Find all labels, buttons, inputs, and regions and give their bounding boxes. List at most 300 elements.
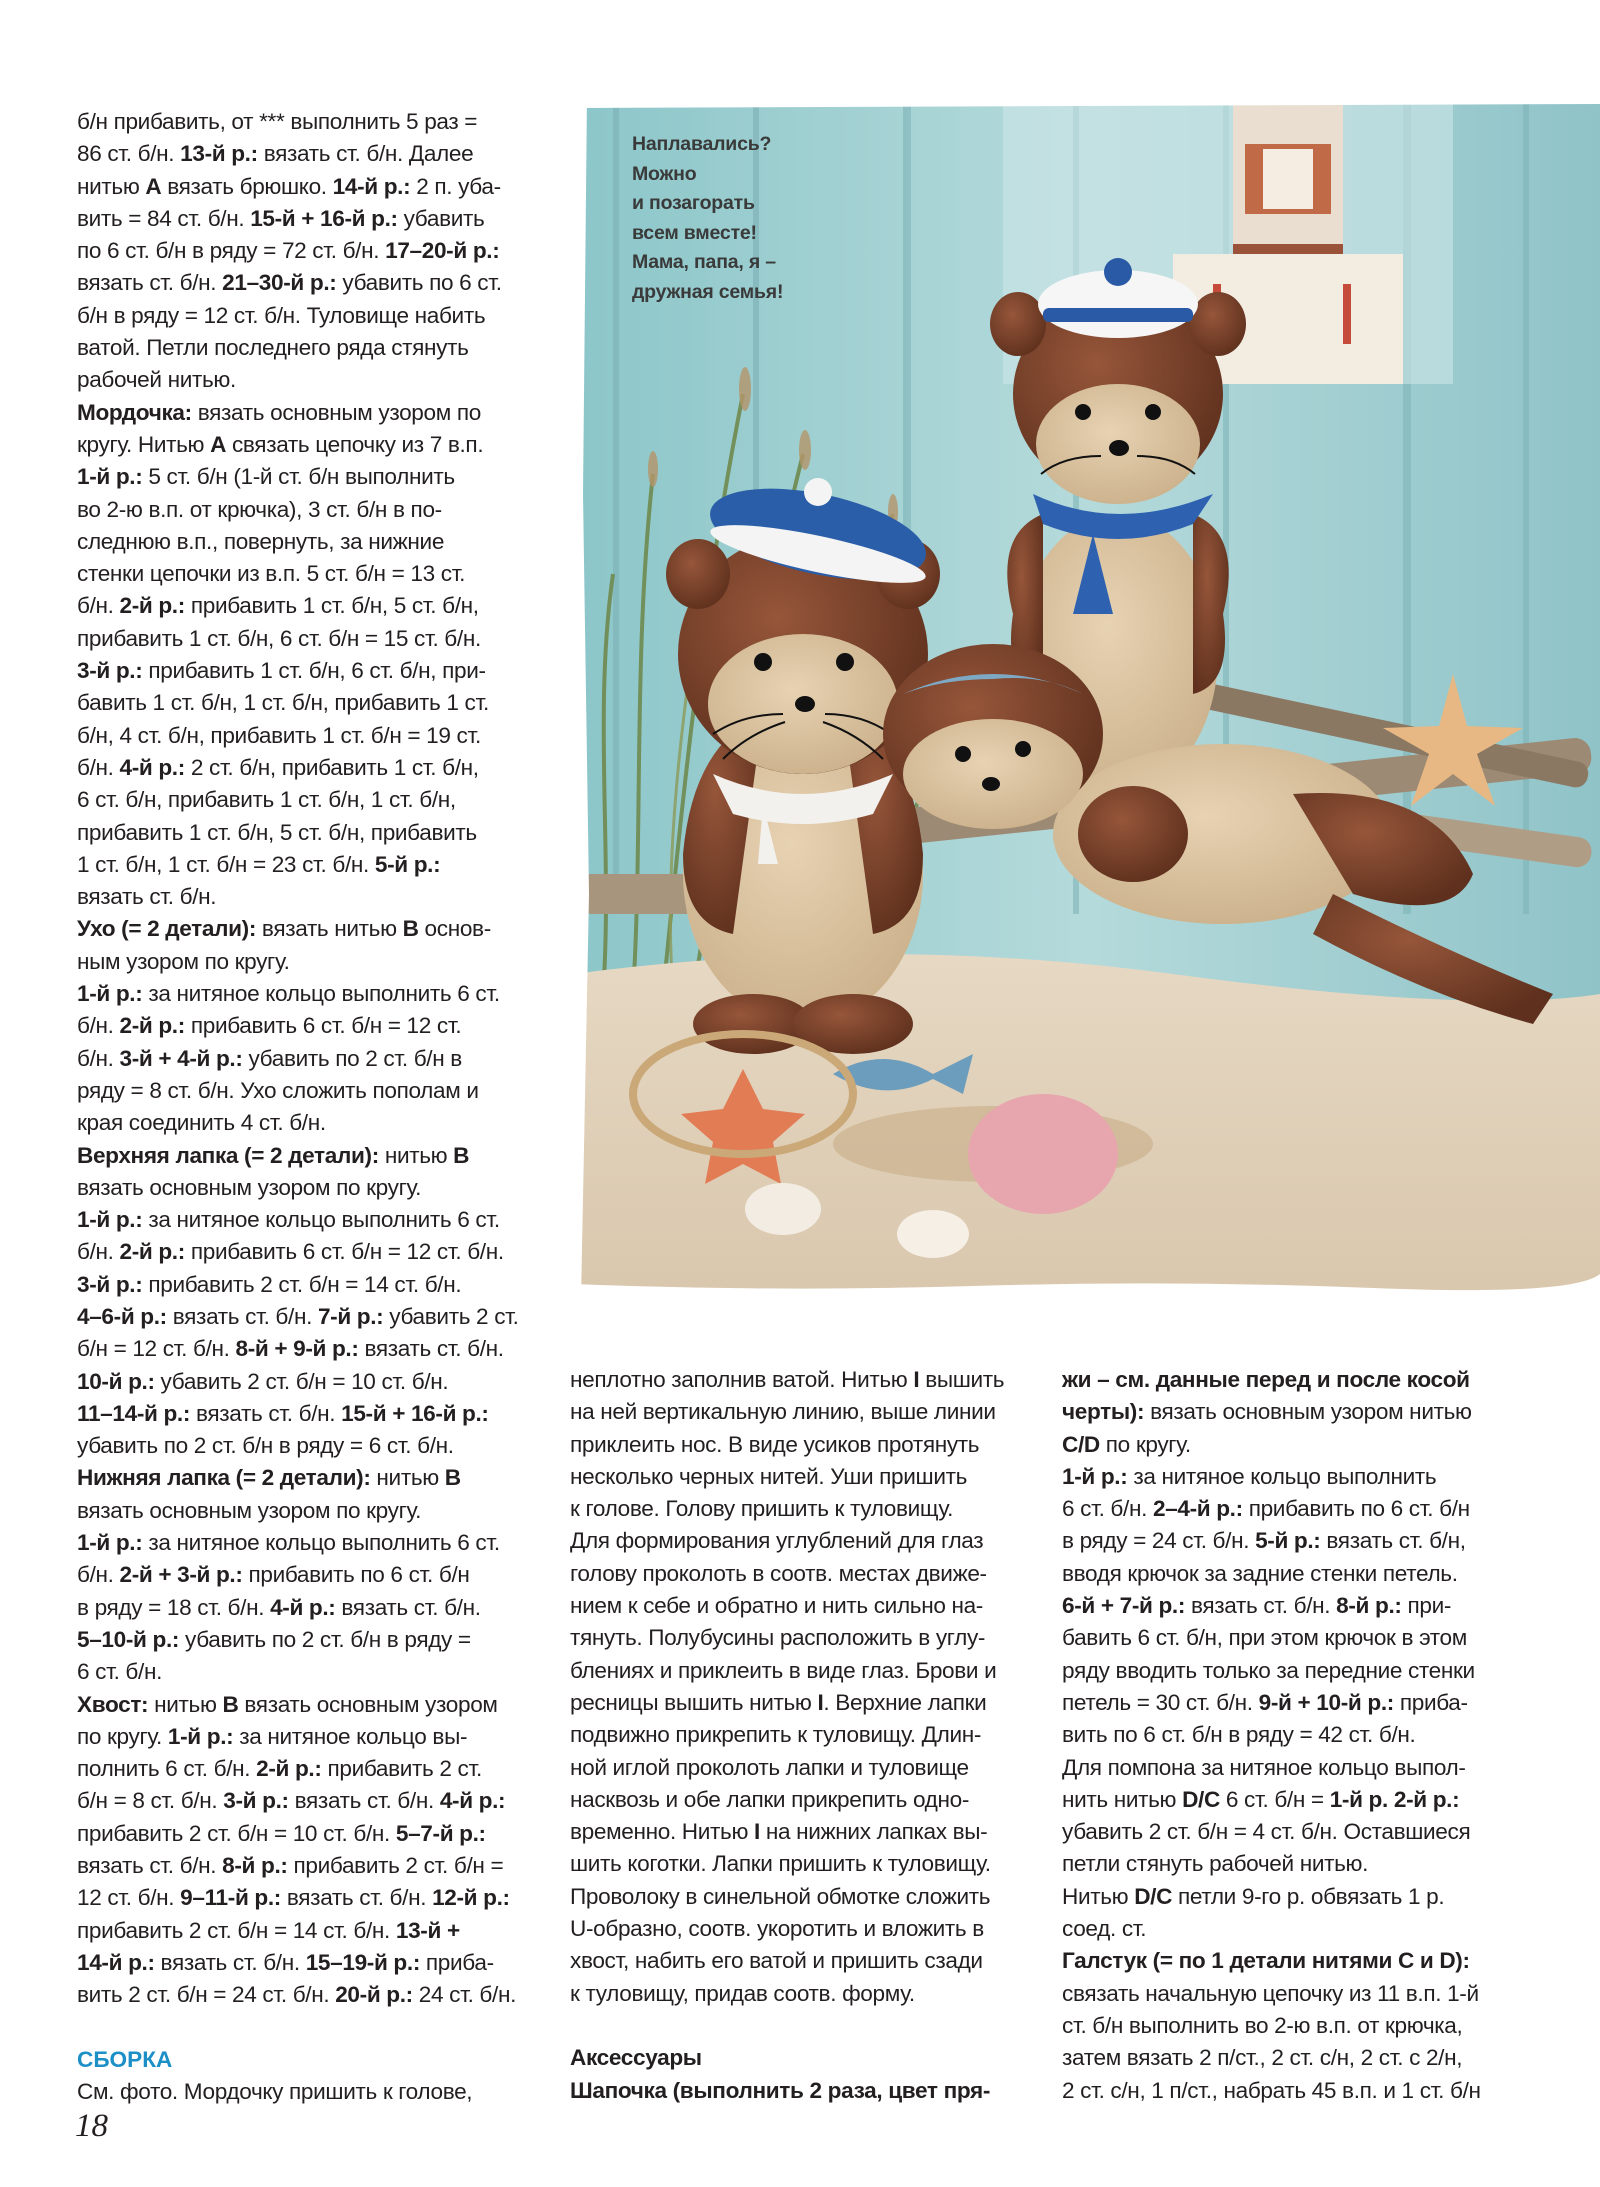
text-run: б/н.	[77, 1045, 120, 1071]
bold-run: I	[913, 1367, 920, 1392]
text-run: убавить	[397, 205, 485, 231]
text-run: вязать ст. б/н,	[1320, 1528, 1466, 1554]
text-run: за нитяное кольцо выполнить 6 ст.	[142, 981, 500, 1007]
text-run: 24 ст. б/н.	[412, 1982, 516, 2008]
text-line	[77, 267, 537, 299]
text-run: вязать брюшко.	[161, 173, 333, 199]
text-run: соед. ст.	[1062, 1916, 1147, 1942]
text-run: ной иглой проколоть лапки и туловище	[570, 1754, 969, 1780]
text-line	[1062, 1364, 1542, 1396]
text-run: убавить 2 ст.	[383, 1303, 519, 1329]
text-line	[1062, 1429, 1542, 1461]
text-run: связать цепочку из 7 в.п.	[226, 431, 484, 457]
text-run: края соединить 4 ст. б/н.	[77, 1110, 326, 1136]
text-line	[77, 720, 537, 752]
text-line	[570, 1848, 1040, 1880]
text-line	[77, 171, 537, 203]
text-line	[77, 1559, 537, 1591]
text-run: 2 п. уба-	[410, 173, 501, 199]
text-line	[570, 1493, 1040, 1525]
text-line	[1062, 1558, 1542, 1590]
text-line	[77, 1075, 537, 1107]
text-line	[77, 913, 537, 945]
bold-run: B	[453, 1142, 470, 1168]
text-line	[1062, 1978, 1542, 2010]
bold-run: Верхняя лапка (= 2 детали):	[77, 1142, 379, 1168]
bold-run: Аксессуары	[570, 2045, 702, 2071]
text-line	[77, 1656, 537, 1688]
text-run: вязать основным узором по	[191, 399, 481, 425]
text-line	[1062, 1590, 1542, 1622]
text-run: вязать ст. б/н.	[335, 1594, 481, 1620]
text-run: прибавить 1 ст. б/н, 5 ст. б/н,	[184, 593, 479, 619]
text-line	[1062, 1461, 1542, 1493]
text-run: ным узором по кругу.	[77, 948, 290, 974]
text-run: на нижних лапках вы-	[759, 1819, 988, 1845]
bold-run: 1-й р.:	[167, 1723, 234, 1749]
text-run: по кругу.	[77, 1723, 168, 1749]
text-run: нитью	[77, 173, 146, 199]
bold-run: 1-й р. 2-й р.:	[1329, 1786, 1460, 1812]
text-line	[77, 1301, 537, 1333]
text-line	[77, 106, 537, 138]
text-run: вышить	[919, 1367, 1005, 1392]
bold-run: 1-й р.:	[77, 1207, 143, 1233]
text-run: вить 2 ст. б/н = 24 ст. б/н.	[77, 1982, 336, 2008]
text-run: . Верхние лапки	[823, 1689, 987, 1715]
text-run: прибавить по 6 ст. б/н	[1242, 1496, 1470, 1522]
text-run: блениях и приклеить в виде глаз. Брови и	[570, 1657, 997, 1683]
text-line	[77, 1172, 537, 1204]
bold-run: 13-й +	[395, 1917, 460, 1943]
text-run: ст. б/н выполнить во 2-ю в.п. от крючка,	[1062, 2012, 1463, 2038]
text-line	[77, 1850, 537, 1882]
bold-run: 2–4-й р.:	[1152, 1496, 1243, 1522]
text-run: убавить по 2 ст. б/н в ряду = 6 ст. б/н.	[77, 1433, 454, 1459]
bold-run: 3-й р.:	[223, 1788, 289, 1814]
bold-run: 5–10-й р.:	[77, 1626, 180, 1652]
text-run: прибавить 1 ст. б/н, 6 ст. б/н = 15 ст. б/н.	[77, 625, 481, 651]
text-line	[77, 1689, 537, 1721]
text-run: приклеить нос. В виде усиков протянуть	[570, 1431, 980, 1457]
bold-run: B	[444, 1465, 461, 1491]
bold-run: 2-й + 3-й р.:	[119, 1562, 243, 1588]
text-line	[77, 1721, 537, 1753]
text-run: на ней вертикальную линию, выше линии	[570, 1399, 996, 1425]
text-run: петли стянуть рабочей нитью.	[1062, 1851, 1369, 1877]
text-line	[77, 429, 537, 461]
text-run: Нитью	[1062, 1883, 1135, 1909]
bold-run: 8-й р.:	[222, 1853, 288, 1879]
bold-run: жи – см. данные перед и после косой	[1062, 1367, 1470, 1392]
text-run: См. фото. Мордочку пришить к голове,	[77, 2079, 473, 2105]
caption-line: Наплавались?	[632, 133, 772, 155]
bold-run: черты):	[1062, 1399, 1145, 1425]
text-line	[1062, 2075, 1542, 2107]
text-run: в ряду = 24 ст. б/н.	[1062, 1528, 1256, 1554]
text-line	[77, 1430, 537, 1462]
text-line	[77, 1204, 537, 1236]
text-line	[77, 655, 537, 687]
text-line	[570, 1978, 1040, 2010]
bold-run: 1-й р.:	[77, 981, 143, 1007]
bold-run: 9–11-й р.:	[180, 1885, 281, 1911]
text-run: б/н.	[77, 1562, 120, 1588]
text-line	[1062, 1622, 1542, 1654]
text-run: вязать ст. б/н.	[280, 1885, 433, 1911]
text-run: за нитяное кольцо выполнить 6 ст.	[142, 1530, 500, 1556]
bold-run: 3-й р.:	[77, 1271, 143, 1297]
text-run: стенки цепочки из в.п. 5 ст. б/н = 13 ст.	[77, 561, 466, 587]
text-run: насквозь и обе лапки прикрепить одно-	[570, 1786, 970, 1812]
text-run: вязать основным узором	[238, 1691, 498, 1717]
text-line	[1062, 1493, 1542, 1525]
bold-run: 14-й р.:	[332, 173, 411, 199]
text-run: Для помпона за нитяное кольцо выпол-	[1062, 1754, 1466, 1780]
text-line	[77, 881, 537, 913]
section-title: СБОРКА	[77, 2046, 173, 2072]
text-line	[77, 687, 537, 719]
bold-run: A	[145, 173, 162, 199]
text-run: голову проколоть в соотв. местах движе-	[570, 1560, 987, 1586]
bold-run: Мордочка:	[77, 399, 192, 425]
bold-run: C/D	[1062, 1431, 1100, 1457]
text-line	[1062, 1881, 1542, 1913]
text-run: 86 ст. б/н.	[77, 141, 181, 167]
text-line	[1062, 1784, 1542, 1816]
bold-run: 2-й р.:	[119, 1013, 185, 1039]
text-run: к голове. Голову пришить к туловищу.	[570, 1496, 954, 1522]
text-line	[77, 300, 537, 332]
bold-run: 5–7-й р.:	[395, 1820, 486, 1846]
text-run: б/н = 12 ст. б/н.	[77, 1336, 236, 1362]
text-run: прибавить 2 ст. б/н = 14 ст. б/н.	[77, 1917, 396, 1943]
text-run: ватой. Петли последнего ряда стянуть	[77, 335, 469, 361]
text-line	[570, 1429, 1040, 1461]
bold-run: 14-й р.:	[77, 1949, 155, 1975]
text-run: прибавить по 6 ст. б/н	[242, 1562, 470, 1588]
text-run: убавить по 2 ст. б/н в ряду =	[179, 1626, 471, 1652]
text-run: прибавить 1 ст. б/н, 6 ст. б/н, при-	[142, 658, 486, 684]
text-run: бавить 1 ст. б/н, 1 ст. б/н, прибавить 1 ст.	[77, 690, 489, 716]
bold-run: 4–6-й р.:	[77, 1303, 167, 1329]
text-run: вязать ст. б/н.	[166, 1303, 318, 1329]
text-run: вязать основным узором нитью	[1144, 1399, 1472, 1425]
text-run: вязать основным узором по кругу.	[77, 1174, 422, 1200]
text-run: по 6 ст. б/н в ряду = 72 ст. б/н.	[77, 238, 386, 264]
text-line	[77, 1269, 537, 1301]
text-run: приба-	[1393, 1689, 1468, 1715]
text-line	[77, 1236, 537, 1268]
text-run: хвост, набить его ватой и пришить сзади	[570, 1948, 983, 1974]
text-line	[77, 1043, 537, 1075]
text-run: подвижно прикрепить к туловищу. Длин-	[570, 1722, 982, 1748]
bold-run: 2-й р.:	[119, 1239, 185, 1265]
text-run: нитью	[370, 1465, 445, 1491]
bold-run: 1-й р.:	[1062, 1463, 1128, 1489]
text-run: вязать ст. б/н.	[77, 884, 217, 910]
text-line	[77, 1333, 537, 1365]
bold-run: 8-й + 9-й р.:	[235, 1336, 359, 1362]
text-run: вязать ст. б/н.	[190, 1400, 342, 1426]
text-run: нием к себе и обратно и нить сильно на-	[570, 1593, 983, 1619]
text-run: прибавить 2 ст. б/н = 14 ст. б/н.	[142, 1271, 462, 1297]
text-line	[77, 494, 537, 526]
photo-caption	[632, 130, 783, 307]
text-run: затем вязать 2 п/ст., 2 ст. с/н, 2 ст. с 2/н,	[1062, 2045, 1463, 2071]
bold-run: 17–20-й р.:	[385, 238, 500, 264]
bold-run: 10-й р.:	[77, 1368, 155, 1394]
text-run: временно. Нитью	[570, 1819, 754, 1845]
text-run: за нитяное кольцо вы-	[233, 1723, 468, 1749]
text-line	[77, 558, 537, 590]
text-line	[1062, 1655, 1542, 1687]
text-run: 6 ст. б/н.	[1062, 1496, 1153, 1522]
text-line	[77, 1140, 537, 1172]
bold-run: 20-й р.:	[335, 1982, 413, 2008]
text-run: в ряду = 18 ст. б/н.	[77, 1594, 271, 1620]
text-line	[570, 1622, 1040, 1654]
text-run: 1 ст. б/н, 1 ст. б/н = 23 ст. б/н.	[77, 851, 375, 877]
bold-run: 2-й р.:	[256, 1756, 322, 1782]
text-line	[570, 1752, 1040, 1784]
text-run: по кругу.	[1099, 1431, 1191, 1457]
bold-run: B	[402, 916, 419, 942]
bold-run: Хвост:	[77, 1691, 149, 1717]
text-run: прибавить 6 ст. б/н = 12 ст. б/н.	[184, 1239, 504, 1265]
text-line	[77, 364, 537, 396]
text-line	[570, 1655, 1040, 1687]
text-run: вязать нитью	[256, 916, 403, 942]
text-run: к туловищу, придав соотв. форму.	[570, 1980, 915, 2006]
bold-run: Галстук (= по 1 детали нитями C и D):	[1062, 1948, 1470, 1974]
text-run: вязать ст. б/н.	[154, 1949, 306, 1975]
text-run: бавить 6 ст. б/н, при этом крючок в этом	[1062, 1625, 1467, 1651]
bold-run: 8-й р.:	[1336, 1593, 1402, 1619]
text-line	[77, 461, 537, 493]
text-run: 6 ст. б/н, прибавить 1 ст. б/н, 1 ст. б/н,	[77, 787, 456, 813]
bold-run: 3-й р.:	[77, 658, 143, 684]
text-run: во 2-ю в.п. от крючка), 3 ст. б/н в по-	[77, 496, 442, 522]
text-run: убавить 2 ст. б/н = 10 ст. б/н.	[154, 1368, 449, 1394]
text-run: 12 ст. б/н.	[77, 1885, 181, 1911]
text-line	[1062, 1816, 1542, 1848]
text-line	[77, 978, 537, 1010]
bold-run: 5-й р.:	[1255, 1528, 1321, 1554]
text-line	[77, 946, 537, 978]
text-run: ряду вводить только за передние стенки	[1062, 1657, 1475, 1683]
text-line	[77, 1753, 537, 1785]
bold-run: A	[210, 431, 227, 457]
text-line	[77, 203, 537, 235]
text-line	[1062, 1913, 1542, 1945]
text-line	[77, 1785, 537, 1817]
text-run: вить = 84 ст. б/н.	[77, 205, 251, 231]
text-line	[77, 1882, 537, 1914]
text-line	[570, 1590, 1040, 1622]
text-run: вводя крючок за задние стенки петель.	[1062, 1560, 1458, 1586]
text-run: б/н в ряду = 12 ст. б/н. Туловище набить	[77, 302, 486, 328]
text-run: б/н, 4 ст. б/н, прибавить 1 ст. б/н = 19 ст.	[77, 722, 481, 748]
text-run: Проволоку в синельной обмотке сложить	[570, 1883, 991, 1909]
text-run: за нитяное кольцо выполнить 6 ст.	[142, 1207, 500, 1233]
text-line	[77, 235, 537, 267]
bold-run: 15-й + 16-й р.:	[341, 1400, 489, 1426]
text-line	[77, 1398, 537, 1430]
text-run: при-	[1401, 1593, 1452, 1619]
bold-run: 15-й + 16-й р.:	[250, 205, 398, 231]
text-line	[1062, 2042, 1542, 2074]
text-line	[1062, 1525, 1542, 1557]
text-run: б/н.	[77, 1013, 120, 1039]
text-line	[77, 138, 537, 170]
text-run: прибавить 2 ст. б/н = 10 ст. б/н.	[77, 1820, 396, 1846]
text-column-middle	[570, 1364, 1040, 2107]
text-run: 6 ст. б/н =	[1219, 1786, 1330, 1812]
text-line	[1062, 1719, 1542, 1751]
text-line	[77, 332, 537, 364]
text-run: б/н.	[77, 593, 120, 619]
text-line	[77, 1624, 537, 1656]
caption-line: и позагорать	[632, 192, 755, 214]
text-run: рабочей нитью.	[77, 367, 236, 393]
bold-run: 7-й р.:	[317, 1303, 384, 1329]
text-line	[1062, 1687, 1542, 1719]
text-run: ряду = 8 ст. б/н. Ухо сложить пополам и	[77, 1077, 479, 1103]
text-run: петель = 30 ст. б/н.	[1062, 1689, 1259, 1715]
text-line	[570, 1945, 1040, 1977]
text-line	[570, 1784, 1040, 1816]
caption-line: всем вместе!	[632, 221, 757, 244]
text-line	[570, 1364, 1040, 1396]
text-line	[77, 1495, 537, 1527]
text-run: вязать ст. б/н.	[1185, 1593, 1337, 1619]
text-line	[77, 526, 537, 558]
text-line	[1062, 1945, 1542, 1977]
bold-run: 2-й р.:	[119, 593, 185, 619]
text-run: связать начальную цепочку из 11 в.п. 1-й	[1062, 1980, 1479, 2006]
text-line	[77, 590, 537, 622]
bold-run: 15–19-й р.:	[305, 1949, 420, 1975]
bold-run: 1-й р.:	[77, 464, 143, 490]
text-line	[77, 1366, 537, 1398]
text-run: нитью	[378, 1142, 454, 1168]
bold-run: Ухо (= 2 детали):	[77, 916, 256, 942]
text-line	[77, 397, 537, 429]
bold-run: 21–30-й р.:	[222, 270, 337, 296]
text-line	[77, 2012, 537, 2044]
bold-run: D/C	[1134, 1883, 1173, 1909]
text-line	[77, 2044, 537, 2076]
text-line	[77, 1947, 537, 1979]
bold-run: 12-й р.:	[432, 1885, 510, 1911]
bold-run: Нижняя лапка (= 2 детали):	[77, 1465, 371, 1491]
bold-run: 4-й р.:	[439, 1788, 506, 1814]
text-line	[570, 1558, 1040, 1590]
text-run: неплотно заполнив ватой. Нитью	[570, 1367, 914, 1392]
text-run: шить коготки. Лапки пришить к туловищу.	[570, 1851, 991, 1877]
text-line	[1062, 1396, 1542, 1428]
text-line	[570, 2010, 1040, 2042]
page-number: 18	[75, 2108, 108, 2144]
text-run: прибавить 1 ст. б/н, 5 ст. б/н, прибавить	[77, 819, 477, 845]
bold-run: B	[222, 1691, 239, 1717]
text-line	[570, 1461, 1040, 1493]
text-line	[77, 1592, 537, 1624]
bold-run: 6-й + 7-й р.:	[1062, 1593, 1186, 1619]
text-run: прибавить 6 ст. б/н = 12 ст.	[184, 1013, 462, 1039]
text-line	[77, 1527, 537, 1559]
text-run: убавить 2 ст. б/н = 4 ст. б/н. Оставшиеся	[1062, 1819, 1471, 1845]
text-line	[77, 817, 537, 849]
text-run: вить по 6 ст. б/н в ряду = 42 ст. б/н.	[1062, 1722, 1416, 1748]
text-line	[1062, 1752, 1542, 1784]
text-run: вязать ст. б/н.	[77, 270, 223, 296]
caption-line: Можно	[632, 162, 697, 185]
text-run: ресницы вышить нитью	[570, 1689, 818, 1715]
text-line	[77, 1462, 537, 1494]
text-line	[1062, 1848, 1542, 1880]
text-line	[77, 1979, 537, 2011]
bold-run: 5-й р.:	[374, 851, 441, 877]
bold-run: I	[754, 1819, 760, 1845]
text-run: вязать основным узором по кругу.	[77, 1497, 422, 1523]
text-line	[570, 1913, 1040, 1945]
text-run: Для формирования углублений для глаз	[570, 1528, 984, 1554]
text-line	[77, 752, 537, 784]
text-run: кругу. Нитью	[77, 431, 211, 457]
text-line	[570, 1687, 1040, 1719]
text-run: вязать ст. б/н. Далее	[257, 141, 474, 167]
text-run: прибавить 2 ст.	[321, 1756, 482, 1782]
text-line	[570, 1719, 1040, 1751]
text-run: вязать ст. б/н.	[358, 1336, 504, 1362]
text-run: U-образно, соотв. укоротить и вложить в	[570, 1916, 984, 1942]
caption-line: Мама, папа, я –	[632, 251, 776, 273]
bold-run: Шапочка (выполнить 2 раза, цвет пря-	[570, 2077, 991, 2103]
text-line	[77, 849, 537, 881]
text-run: петли 9-го р. обвязать 1 р.	[1172, 1883, 1445, 1909]
text-line	[77, 1107, 537, 1139]
text-line	[570, 2075, 1040, 2107]
text-line	[570, 2042, 1040, 2074]
text-run: б/н.	[77, 754, 120, 780]
text-line	[77, 784, 537, 816]
text-run: 6 ст. б/н.	[77, 1659, 163, 1685]
text-line	[570, 1816, 1040, 1848]
text-run: вязать ст. б/н.	[288, 1788, 440, 1814]
text-line	[570, 1881, 1040, 1913]
text-run: убавить по 6 ст.	[336, 270, 502, 296]
bold-run: 13-й р.:	[180, 141, 258, 167]
text-run: убавить по 2 ст. б/н в	[242, 1045, 462, 1071]
bold-run: D/C	[1182, 1786, 1220, 1812]
bold-run: I	[817, 1689, 824, 1715]
text-run: приба-	[420, 1949, 494, 1975]
text-run: 2 ст. б/н, прибавить 1 ст. б/н,	[184, 754, 479, 780]
text-run: 5 ст. б/н (1-й ст. б/н выполнить	[142, 464, 455, 490]
text-run: 2 ст. с/н, 1 п/ст., набрать 45 в.п. и 1 ст. б/н	[1062, 2077, 1481, 2103]
text-run: несколько черных нитей. Уши пришить	[570, 1463, 968, 1489]
text-line	[77, 1915, 537, 1947]
text-line	[77, 623, 537, 655]
bold-run: 9-й + 10-й р.:	[1258, 1689, 1394, 1715]
text-run: нить нитью	[1062, 1786, 1183, 1812]
text-run: следнюю в.п., повернуть, за нижние	[77, 528, 445, 554]
bold-run: 1-й р.:	[77, 1530, 143, 1556]
text-line	[1062, 2010, 1542, 2042]
text-run: прибавить 2 ст. б/н =	[287, 1853, 504, 1879]
